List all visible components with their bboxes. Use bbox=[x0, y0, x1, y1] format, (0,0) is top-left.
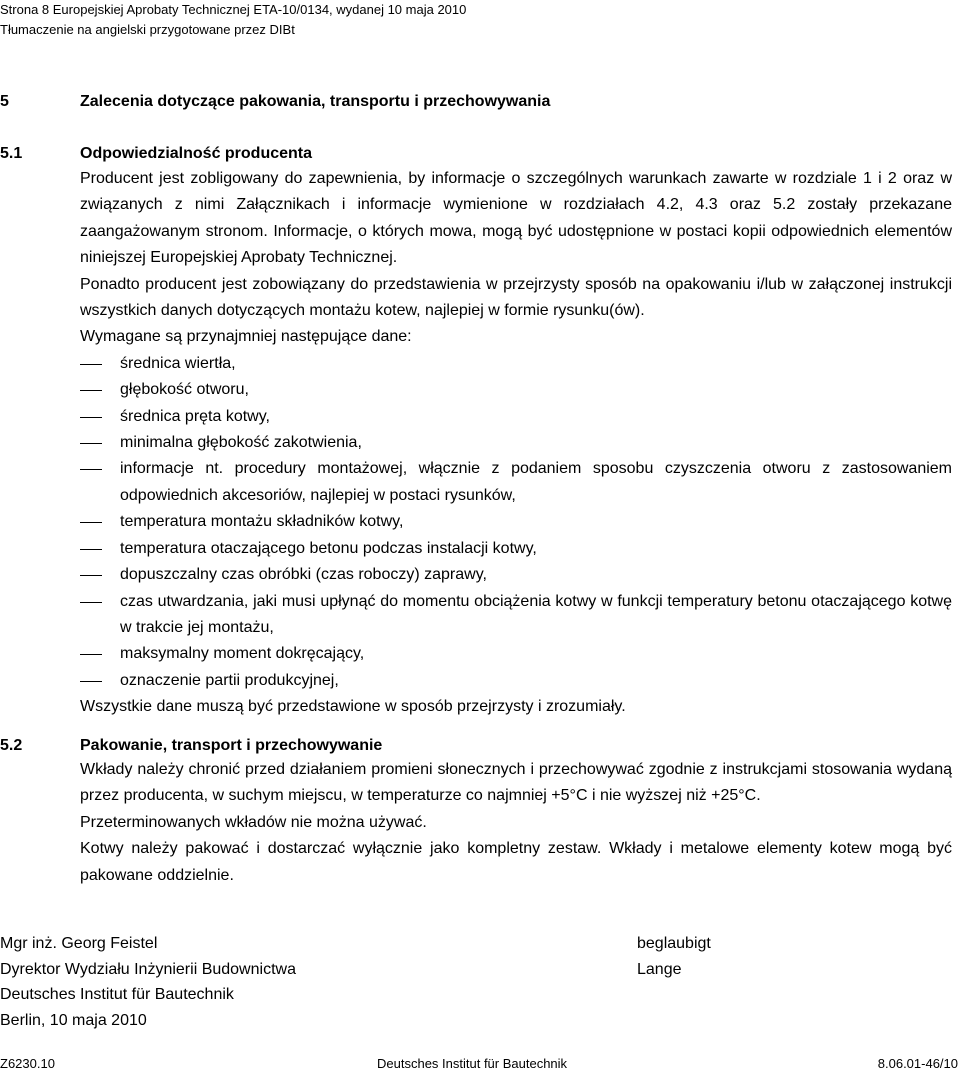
dash-bullet-icon bbox=[80, 549, 102, 550]
section-title: Odpowiedzialność producenta bbox=[80, 145, 313, 162]
footer-left: Z6230.10 bbox=[0, 1056, 55, 1071]
signer-name: Mgr inż. Georg Feistel bbox=[0, 935, 158, 952]
header-line-2: Tłumaczenie na angielski przygotowane przez DIBt bbox=[0, 22, 295, 37]
paragraph: Przeterminowanych wkładów nie można używać. bbox=[80, 813, 427, 831]
paragraph: Producent jest zobligowany do zapewnienia, by informacje o szczególnych warunkach zawarte w rozdziale 1 i 2 oraz w związanych z nimi Załącznikach i informacje wymienione w rozdziałach 4.2, 4.3 oraz 5.2 zostały przekazane zaangażowanym stronom. Informacje, o których mowa, mogą być udostępnione w postaci kopii odpowiednich elementów niniejszej Europejskiej Aprobaty Technicznej. bbox=[80, 170, 952, 267]
required-data-list bbox=[80, 351, 952, 694]
list-item: oznaczenie partii produkcyjnej, bbox=[80, 668, 952, 694]
signer-institution: Deutsches Institut für Bautechnik bbox=[0, 986, 234, 1004]
list-item: informacje nt. procedury montażowej, włącznie z podaniem sposobu czyszczenia otworu z zastosowaniem odpowiednich akcesoriów, najlepiej w postaci rysunków, bbox=[80, 456, 952, 509]
list-item: średnica pręta kotwy, bbox=[80, 404, 952, 430]
list-item: dopuszczalny czas obróbki (czas roboczy) zaprawy, bbox=[80, 562, 952, 588]
dash-bullet-icon bbox=[80, 364, 102, 365]
list-item: temperatura otaczającego betonu podczas instalacji kotwy, bbox=[80, 536, 952, 562]
section-5-2-body bbox=[80, 757, 952, 889]
paragraph: Wymagane są przynajmniej następujące dane: bbox=[80, 328, 412, 346]
section-title: Zalecenia dotyczące pakowania, transportu i przechowywania bbox=[80, 93, 551, 110]
signature-left bbox=[0, 931, 296, 1033]
section-number: 5.1 bbox=[0, 145, 23, 162]
header-line-1: Strona 8 Europejskiej Aprobaty Technicznej ETA-10/0134, wydanej 10 maja 2010 bbox=[0, 2, 467, 17]
paragraph: Wkłady należy chronić przed działaniem promieni słonecznych i przechowywać zgodnie z instrukcjami stosowania wydaną przez producenta, w suchym miejscu, w temperaturze co najmniej +5°C i nie wyższej niż +25°C. bbox=[80, 761, 952, 805]
list-item: czas utwardzania, jaki musi upłynąć do momentu obciążenia kotwy w funkcji temperatury betonu otaczającego kotwę w trakcie jej montażu, bbox=[80, 589, 952, 642]
section-number: 5 bbox=[0, 93, 9, 110]
section-5-2-heading bbox=[0, 733, 382, 759]
list-item: średnica wiertła, bbox=[80, 351, 952, 377]
signature-place-date: Berlin, 10 maja 2010 bbox=[0, 1011, 147, 1029]
dash-bullet-icon bbox=[80, 522, 102, 523]
signature-right bbox=[637, 931, 711, 982]
dash-bullet-icon bbox=[80, 417, 102, 418]
list-item: głębokość otworu, bbox=[80, 377, 952, 403]
footer-center: Deutsches Institut für Bautechnik bbox=[377, 1056, 568, 1071]
section-5-heading bbox=[0, 89, 550, 115]
list-item: temperatura montażu składników kotwy, bbox=[80, 509, 952, 535]
paragraph: Wszystkie dane muszą być przedstawione w sposób przejrzysty i zrozumiały. bbox=[80, 698, 626, 716]
dash-bullet-icon bbox=[80, 390, 102, 391]
dash-bullet-icon bbox=[80, 654, 102, 655]
page-header bbox=[0, 0, 466, 40]
section-title: Pakowanie, transport i przechowywanie bbox=[80, 737, 383, 754]
list-item: maksymalny moment dokręcający, bbox=[80, 641, 952, 667]
dash-bullet-icon bbox=[80, 681, 102, 682]
signer-title: Dyrektor Wydziału Inżynierii Budownictwa bbox=[0, 960, 296, 978]
dash-bullet-icon bbox=[80, 602, 102, 603]
dash-bullet-icon bbox=[80, 443, 102, 444]
section-5-1-heading bbox=[0, 141, 312, 167]
paragraph: Kotwy należy pakować i dostarczać wyłącznie jako kompletny zestaw. Wkłady i metalowe elementy kotew mogą być pakowane oddzielnie. bbox=[80, 840, 952, 884]
section-5-1-body bbox=[80, 166, 952, 721]
footer-right: 8.06.01-46/10 bbox=[877, 1056, 958, 1071]
dash-bullet-icon bbox=[80, 469, 102, 470]
list-item: minimalna głębokość zakotwienia, bbox=[80, 430, 952, 456]
certifier-name: Lange bbox=[637, 960, 682, 978]
section-number: 5.2 bbox=[0, 737, 23, 754]
dash-bullet-icon bbox=[80, 575, 102, 576]
certification-note: beglaubigt bbox=[637, 935, 711, 952]
paragraph: Ponadto producent jest zobowiązany do przedstawienia w przejrzysty sposób na opakowaniu i/lub w załączonej instrukcji wszystkich danych dotyczących montażu kotew, najlepiej w formie rysunku(ów). bbox=[80, 275, 952, 320]
